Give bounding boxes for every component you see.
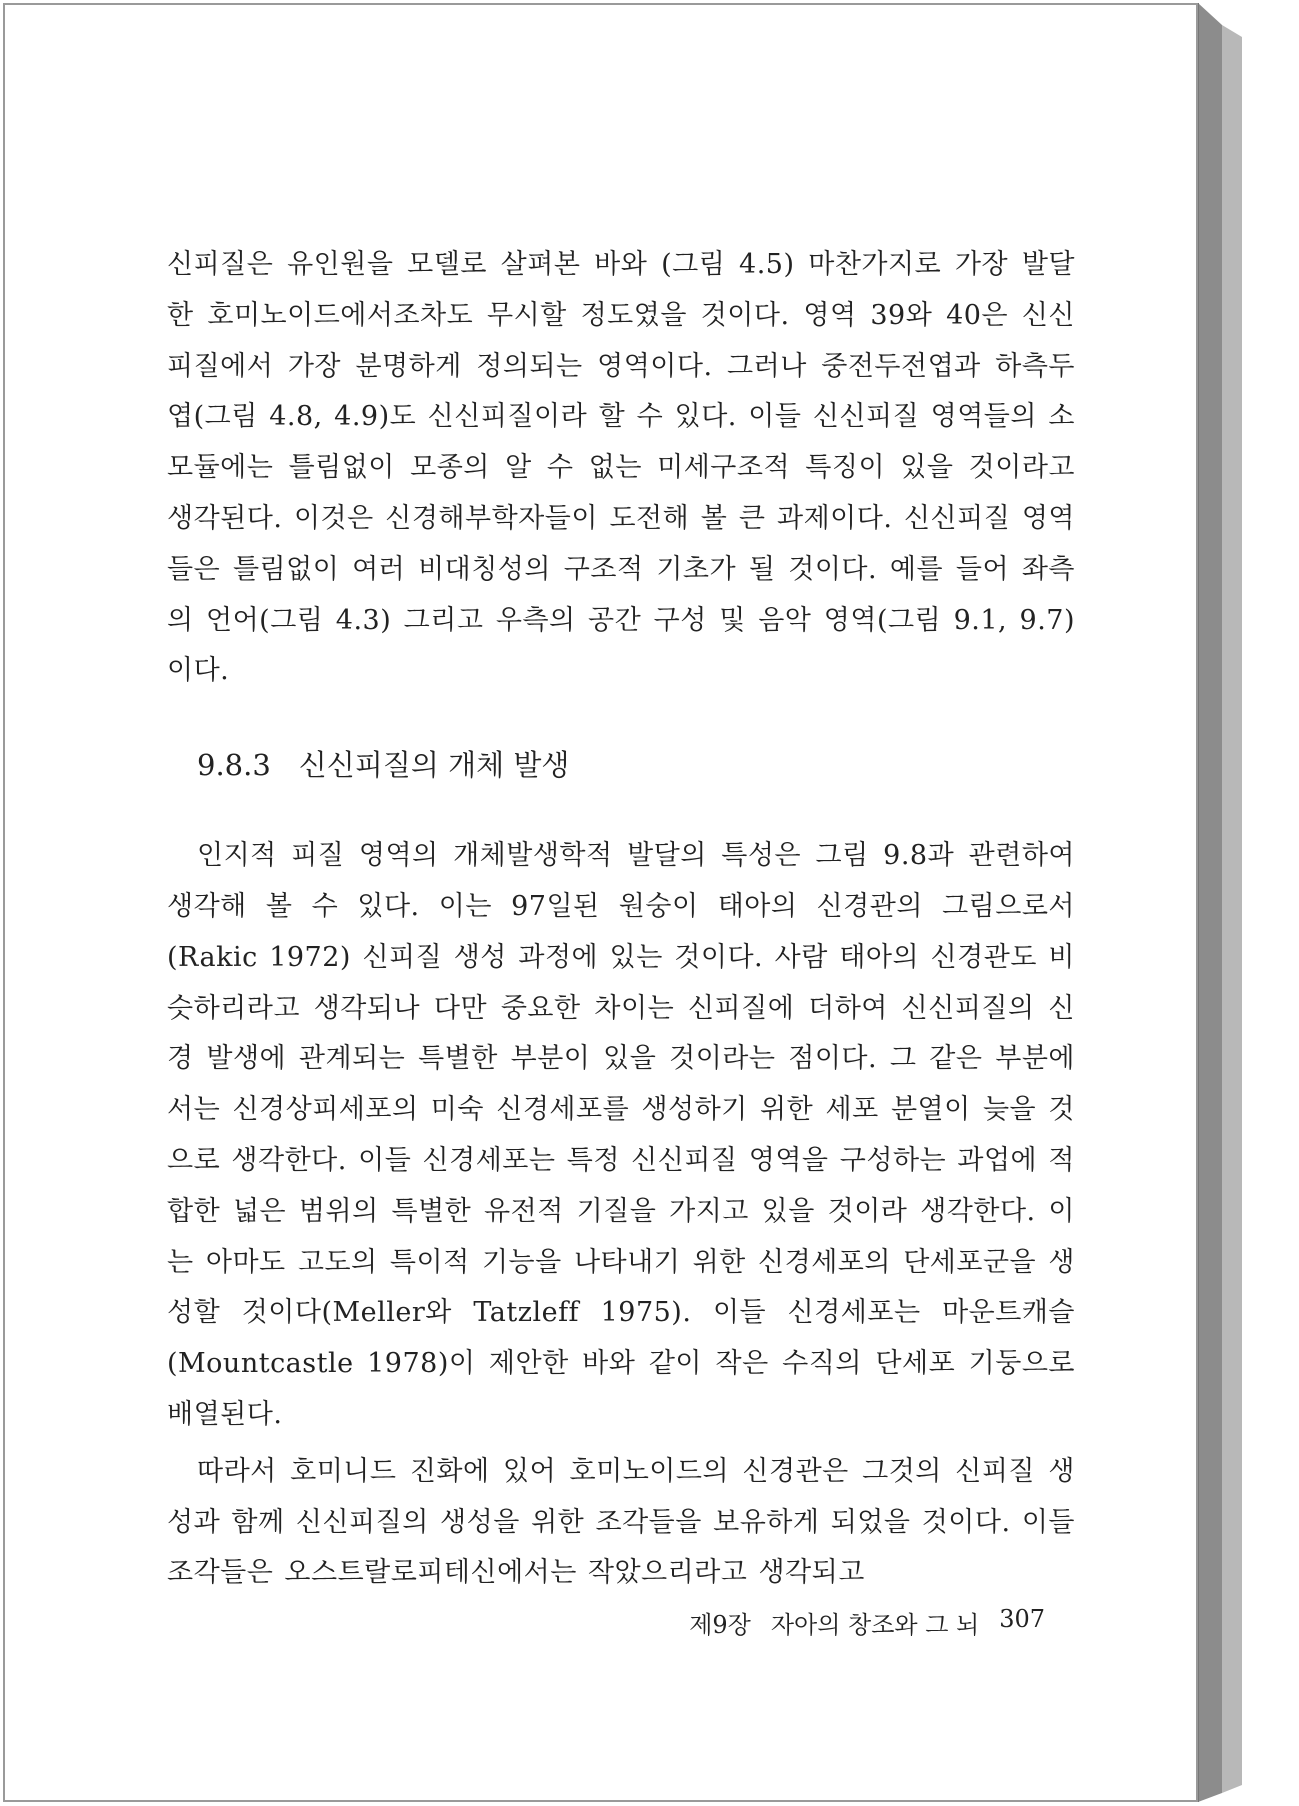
paragraph: 따라서 호미니드 진화에 있어 호미노이드의 신경관은 그것의 신피질 생성과 함께 신신피질의 생성을 위한 조각들을 보유하게 되었을 것이다. 이들 조각들은 오스트랄로피테신에서는 작았으리라고 생각되고 bbox=[167, 1455, 1075, 1589]
page-edge-spine bbox=[1198, 3, 1242, 1802]
section-title: 신신피질의 개체 발생 bbox=[298, 748, 570, 783]
footer-chapter: 제9장 bbox=[689, 1611, 751, 1639]
section-heading bbox=[197, 745, 1075, 785]
paragraph: 인지적 피질 영역의 개체발생학적 발달의 특성은 그림 9.8과 관련하여 생각해 볼 수 있다. 이는 97일된 원숭이 태아의 신경관의 그림으로서(Rakic 1972) 신피질 생성 과정에 있는 것이다. 사람 태아의 신경관도 비슷하리라고 생각되나 다만 중요한 차이는 신피질에 더하여 신신피질의 신경 발생에 관계되는 특별한 부분이 있을 것이라는 점이다. 그 같은 부분에서는 신경상피세포의 미숙 신경세포를 생성하기 위한 세포 분열이 늦을 것으로 생각한다. 이들 신경세포는 특정 신신피질 영역을 구성하는 과업에 적합한 넓은 범위의 특별한 유전적 기질을 가지고 있을 것이라 생각한다. 이는 아마도 고도의 특이적 기능을 나타내기 위한 신경세포의 단세포군을 생성할 것이다(Meller와 Tatzleff 1975). 이들 신경세포는 마운트캐슬(Mountcastle 1978)이 제안한 바와 같이 작은 수직의 단세포 기둥으로 배열된다. bbox=[167, 840, 1075, 1430]
page-number: 307 bbox=[999, 1605, 1045, 1633]
page-footer bbox=[660, 1605, 1045, 1640]
section-number: 9.8.3 bbox=[197, 748, 271, 783]
paragraph: 신피질은 유인원을 모델로 살펴본 바와 (그림 4.5) 마찬가지로 가장 발달한 호미노이드에서조차도 무시할 정도였을 것이다. 영역 39와 40은 신신피질에서 가장 분명하게 정의되는 영역이다. 그러나 중전두전엽과 하측두엽(그림 4.8, 4.9)도 신신피질이라 할 수 있다. 이들 신신피질 영역들의 소모듈에는 틀림없이 모종의 알 수 없는 미세구조적 특징이 있을 것이라고 생각된다. 이것은 신경해부학자들이 도전해 볼 큰 과제이다. 신신피질 영역들은 틀림없이 여러 비대칭성의 구조적 기초가 될 것이다. 예를 들어 좌측의 언어(그림 4.3) 그리고 우측의 공간 구성 및 음악 영역(그림 9.1, 9.7)이다. bbox=[167, 249, 1075, 687]
page-content bbox=[167, 240, 1075, 1599]
footer-chapter-title: 자아의 창조와 그 뇌 bbox=[770, 1611, 980, 1639]
